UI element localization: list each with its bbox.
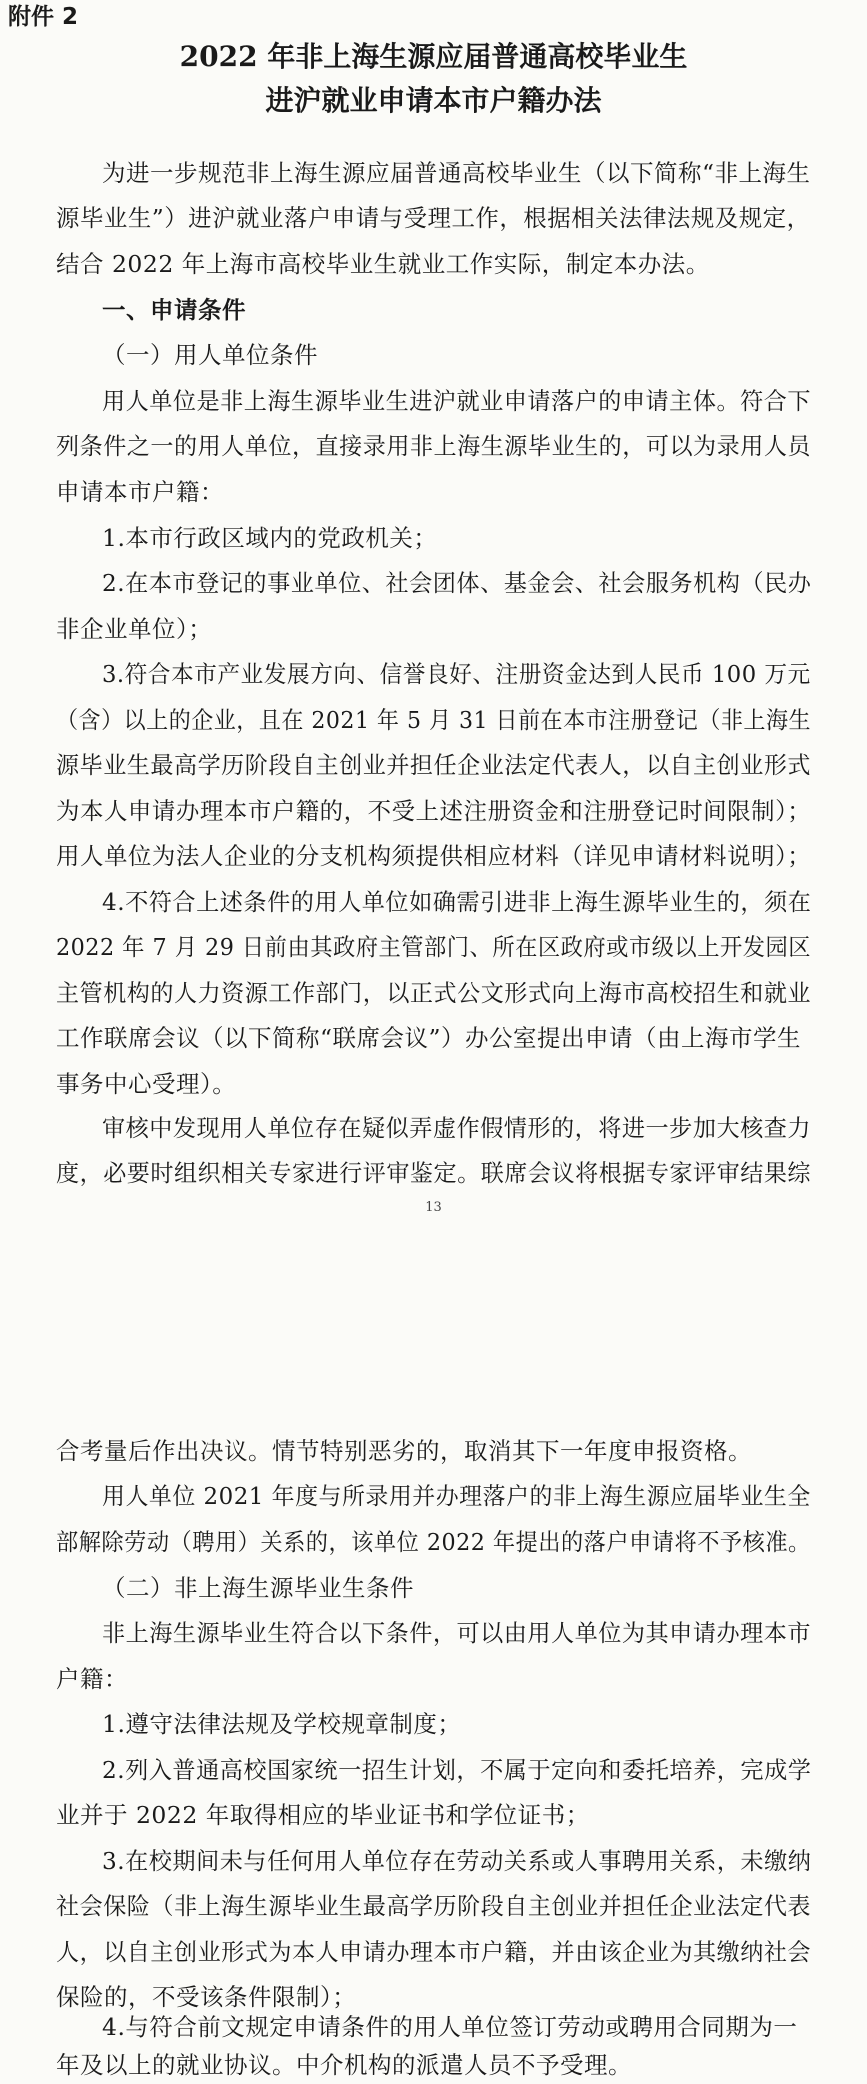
body-line: 源毕业生”）进沪就业落户申请与受理工作，根据相关法律法规及规定， xyxy=(56,204,811,232)
body-line: 审核中发现用人单位存在疑似弄虚作假情形的，将进一步加大核查力 xyxy=(102,1114,811,1142)
body-line: 结合 2022 年上海市高校毕业生就业工作实际，制定本办法。 xyxy=(56,250,710,278)
body-line: 社会保险（非上海生源毕业生最高学历阶段自主创业并担任企业法定代表 xyxy=(56,1892,812,1920)
body-line: 保险的，不受该条件限制）； xyxy=(56,1983,357,2011)
list-item: 4.与符合前文规定申请条件的用人单位签订劳动或聘用合同期为一 xyxy=(102,2013,798,2041)
body-line: 部解除劳动（聘用）关系的，该单位 2022 年提出的落户申请将不予核准。 xyxy=(56,1528,811,1556)
list-item: 1.遵守法律法规及学校规章制度； xyxy=(102,1710,462,1738)
body-line: 非上海生源毕业生符合以下条件，可以由用人单位为其申请办理本市 xyxy=(102,1619,811,1647)
body-line: 事务中心受理）。 xyxy=(56,1070,237,1098)
body-line: 业并于 2022 年取得相应的毕业证书和学位证书； xyxy=(56,1801,590,1829)
body-line: 用人单位是非上海生源毕业生进沪就业申请落户的申请主体。符合下 xyxy=(102,387,811,415)
body-line: 列条件之一的用人单位，直接录用非上海生源毕业生的，可以为录用人员 xyxy=(56,432,812,460)
body-line: 非企业单位）； xyxy=(56,615,213,643)
list-item: 2.列入普通高校国家统一招生计划，不属于定向和委托培养，完成学 xyxy=(102,1756,812,1784)
body-line: 合考量后作出决议。情节特别恶劣的，取消其下一年度申报资格。 xyxy=(56,1437,752,1465)
body-line: 2022 年 7 月 29 日前由其政府主管部门、所在区政府或市级以上开发园区 xyxy=(56,933,812,961)
body-line: 为进一步规范非上海生源应届普通高校毕业生（以下简称“非上海生 xyxy=(102,159,811,187)
list-item: 3.符合本市产业发展方向、信誉良好、注册资金达到人民币 100 万元 xyxy=(102,660,811,688)
body-line: 人，以自主创业形式为本人申请办理本市户籍，并由该企业为其缴纳社会 xyxy=(56,1938,812,1966)
body-line: 申请本市户籍： xyxy=(56,478,224,506)
document-title-line-2: 进沪就业申请本市户籍办法 xyxy=(265,84,602,117)
body-line: 工作联席会议（以下简称“联席会议”）办公室提出申请（由上海市学生 xyxy=(56,1024,802,1052)
body-line: 为本人申请办理本市户籍的，不受上述注册资金和注册登记时间限制）； xyxy=(56,797,812,825)
page-number: 13 xyxy=(425,1200,442,1215)
list-item: 1.本市行政区域内的党政机关； xyxy=(102,524,438,552)
body-line: 度，必要时组织相关专家进行评审鉴定。联席会议将根据专家评审结果综 xyxy=(56,1159,812,1187)
list-item: 3.在校期间未与任何用人单位存在劳动关系或人事聘用关系，未缴纳 xyxy=(102,1847,812,1875)
body-line: 户籍： xyxy=(56,1665,128,1693)
body-line: （含）以上的企业，且在 2021 年 5 月 31 日前在本市注册登记（非上海生 xyxy=(56,706,812,734)
body-line: 年及以上的就业协议。中介机构的派遣人员不予受理。 xyxy=(56,2051,632,2079)
document-title-line-1: 2022 年非上海生源应届普通高校毕业生 xyxy=(179,40,688,73)
subsection-heading: （二）非上海生源毕业生条件 xyxy=(102,1574,414,1602)
body-line: 主管机构的人力资源工作部门，以正式公文形式向上海市高校招生和就业 xyxy=(56,979,812,1007)
list-item: 2.在本市登记的事业单位、社会团体、基金会、社会服务机构（民办 xyxy=(102,569,812,597)
list-item: 4.不符合上述条件的用人单位如确需引进非上海生源毕业生的，须在 xyxy=(102,888,812,916)
attachment-label: 附件 2 xyxy=(8,4,79,30)
body-line: 用人单位为法人企业的分支机构须提供相应材料（详见申请材料说明）； xyxy=(56,842,812,870)
subsection-heading: （一）用人单位条件 xyxy=(102,341,318,369)
section-heading: 一、申请条件 xyxy=(102,296,246,324)
body-line: 源毕业生最高学历阶段自主创业并担任企业法定代表人，以自主创业形式 xyxy=(56,751,812,779)
body-line: 用人单位 2021 年度与所录用并办理落户的非上海生源应届毕业生全 xyxy=(102,1482,811,1510)
